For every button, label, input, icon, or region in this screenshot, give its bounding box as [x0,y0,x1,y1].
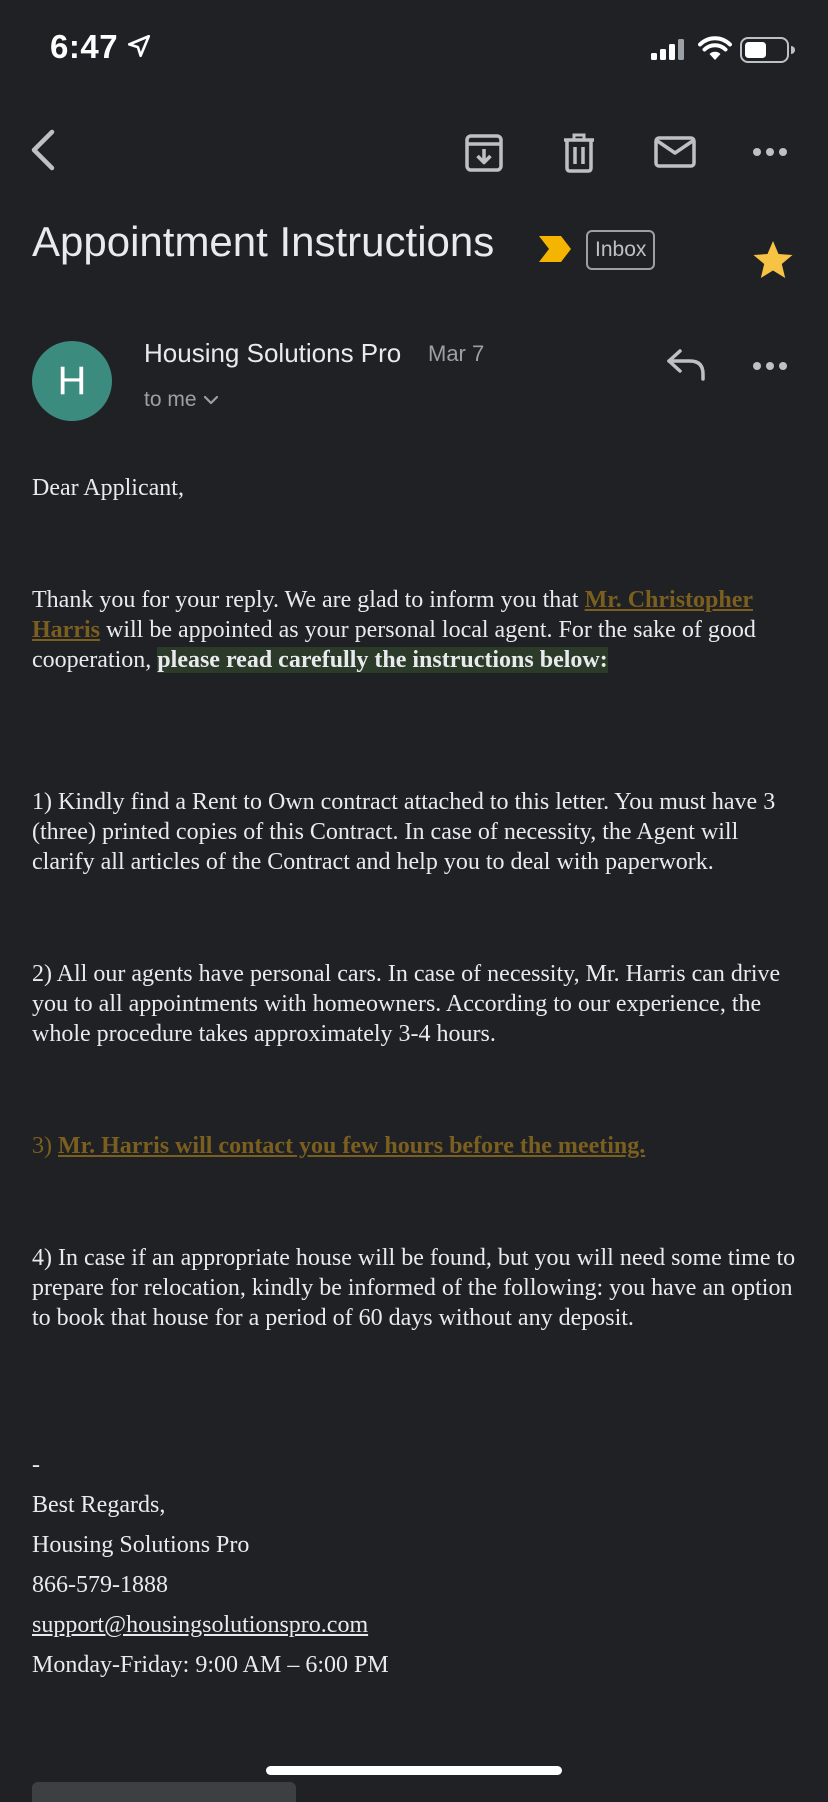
signature-hours: Monday-Friday: 9:00 AM – 6:00 PM [32,1652,389,1678]
recipient-text: to me [144,388,197,411]
star-button[interactable] [752,240,794,285]
instruction-4: 4) In case if an appropriate house will be found, but you will need some time to prepare for relocation, kindly be informed of the following: you have an option to book that house for a period of 60 days without any deposit. [32,1245,796,1331]
chevron-down-icon [203,395,219,405]
recipient-details-toggle[interactable] [144,388,219,412]
email-body [32,473,802,1685]
instruction-1: 1) Kindly find a Rent to Own contract attached to this letter. You must have 3 (three) printed copies of this Contract. In case of necessity, the Agent will clarify all articles of the Contract and help you to deal with paperwork. [32,789,776,875]
wifi-icon [698,36,732,67]
signature-closing: Best Regards, [32,1492,166,1518]
email-subject: Appointment Instructions [32,218,495,265]
cellular-signal-icon [651,38,687,65]
star-icon [752,267,794,284]
sender-name: Housing Solutions Pro [144,338,402,368]
chevron-left-icon [28,159,60,176]
more-horizontal-icon [752,361,788,378]
status-time: 6:47 [50,28,119,65]
location-arrow-icon [126,33,152,64]
instruction-3-number: 3) [32,1133,58,1159]
signature-phone[interactable]: 866-579-1888 [32,1572,168,1598]
signature [32,1445,802,1685]
attachment-card[interactable] [32,1782,296,1802]
agent-name-link[interactable]: Mr. Christopher Harris [32,587,754,643]
greeting: Dear Applicant, [32,475,184,501]
status-bar [0,0,828,100]
intro-paragraph [32,585,802,675]
intro-text-start: Thank you for your reply. We are glad to inform you that [32,587,585,613]
inbox-label-chip[interactable]: Inbox [586,230,655,270]
mark-unread-button[interactable] [654,136,696,173]
sender-avatar[interactable]: H [32,341,112,421]
back-button[interactable] [28,128,60,177]
more-horizontal-icon [752,147,788,164]
instructions-highlight: please read carefully the instructions below: [157,647,608,673]
archive-icon [464,160,504,177]
reply-button[interactable] [666,349,706,386]
reply-icon [666,368,706,385]
trash-icon [563,160,595,177]
home-indicator[interactable] [266,1766,562,1775]
archive-button[interactable] [464,133,504,178]
signature-company: Housing Solutions Pro [32,1532,250,1558]
signature-dash: - [32,1452,40,1478]
battery-icon [740,36,796,69]
more-options-button[interactable] [752,144,788,165]
message-date: Mar 7 [428,341,485,366]
instruction-3-link[interactable]: Mr. Harris will contact you few hours before the meeting. [58,1133,646,1159]
message-more-button[interactable] [752,358,788,379]
instruction-3 [32,1131,802,1161]
intro-text-middle: will be appointed as your personal local agent. For the sake of good cooperation, [32,617,756,673]
signature-email-link[interactable]: support@housingsolutionspro.com [32,1612,369,1638]
delete-button[interactable] [563,133,595,178]
instruction-2: 2) All our agents have personal cars. In case of necessity, Mr. Harris can drive you to all appointments with homeowners. According to our experience, the whole procedure takes approximately 3-4 hours. [32,961,781,1047]
importance-marker-icon [537,235,573,268]
mail-icon [654,155,696,172]
